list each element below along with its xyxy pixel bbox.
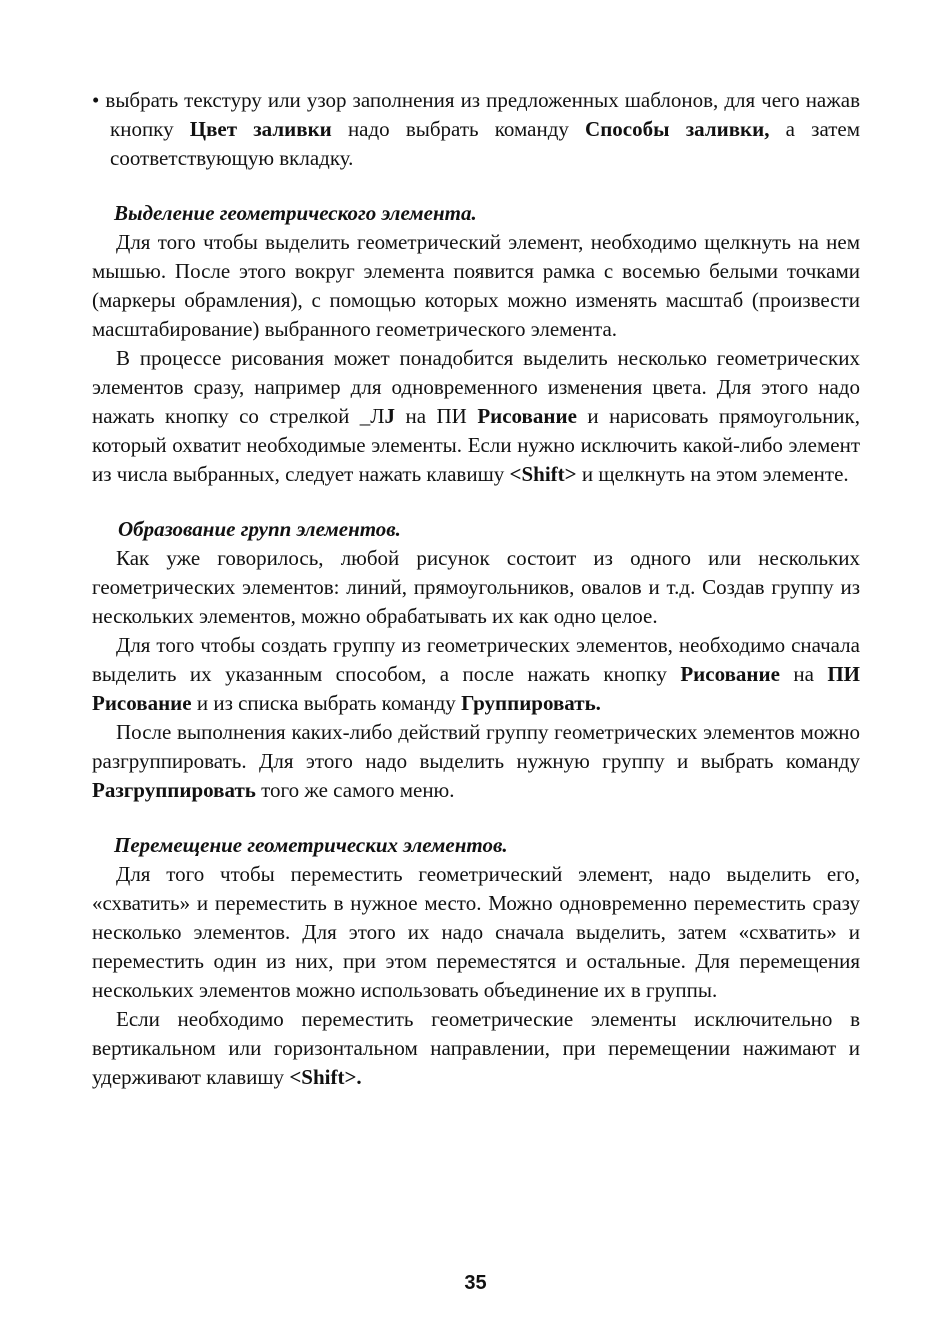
paragraph: Как уже говорилось, любой рисунок состоит из одного или нескольких геометрических элементов: линий, прямоугольников, овалов и т.д. Создав группу из нескольких элементов, можно обрабатывать их как одно целое. bbox=[92, 546, 860, 628]
bullet-mark: • bbox=[92, 88, 100, 112]
page-number: 35 bbox=[464, 1272, 487, 1294]
section-heading-selection: Выделение геометрического элемента. bbox=[114, 201, 477, 225]
intro-bullet-item: • выбрать текстуру или узор заполнения из предложенных шаблонов, для чего нажав кнопку Цвет заливки надо выбрать команду Способы заливки, а затем соответствующую вкладку. bbox=[92, 88, 861, 170]
section-heading-groups: Образование групп элементов. bbox=[118, 517, 401, 541]
section-heading-moving: Перемещение геометрических элементов. bbox=[114, 833, 508, 857]
page-body bbox=[92, 86, 860, 1092]
paragraph: Для того чтобы выделить геометрический элемент, необходимо щелкнуть на нем мышью. После этого вокруг элемента появится рамка с восемью белыми точками (маркеры обрамления), с помощью которых можно изменять масштаб (произвести масштабирование) выбранного геометрического элемента. bbox=[92, 230, 860, 341]
paragraph: В процессе рисования может понадобится выделить несколько геометрических элементов сразу, например для одновременного изменения цвета. Для этого надо нажать кнопку со стрелкой _ЛJ на ПИ Рисование и нарисовать прямоугольник, который охватит необходимые элементы. Если нужно исключить какой-либо элемент из числа выбранных, следует нажать клавишу <Shift> и щелкнуть на этом элементе. bbox=[92, 346, 861, 486]
paragraph: После выполнения каких-либо действий группу геометрических элементов можно разгруппировать. Для этого надо выделить нужную группу и выбрать команду Разгруппировать того же самого меню. bbox=[92, 720, 860, 802]
paragraph: Если необходимо переместить геометрические элементы исключительно в вертикальном или горизонтальном направлении, при перемещении нажимают и удерживают клавишу <Shift>. bbox=[92, 1007, 860, 1089]
paragraph: Для того чтобы создать группу из геометрических элементов, необходимо сначала выделить их указанным способом, а после нажать кнопку Рисование на ПИ Рисование и из списка выбрать команду Группировать. bbox=[92, 633, 860, 715]
paragraph: Для того чтобы переместить геометрический элемент, надо выделить его, «схватить» и переместить в нужное место. Можно одновременно переместить сразу несколько элементов. Для этого их надо сначала выделить, затем «схватить» и переместить один из них, при этом переместятся и остальные. Для перемещения нескольких элементов можно использовать объединение их в группы. bbox=[92, 862, 860, 1002]
